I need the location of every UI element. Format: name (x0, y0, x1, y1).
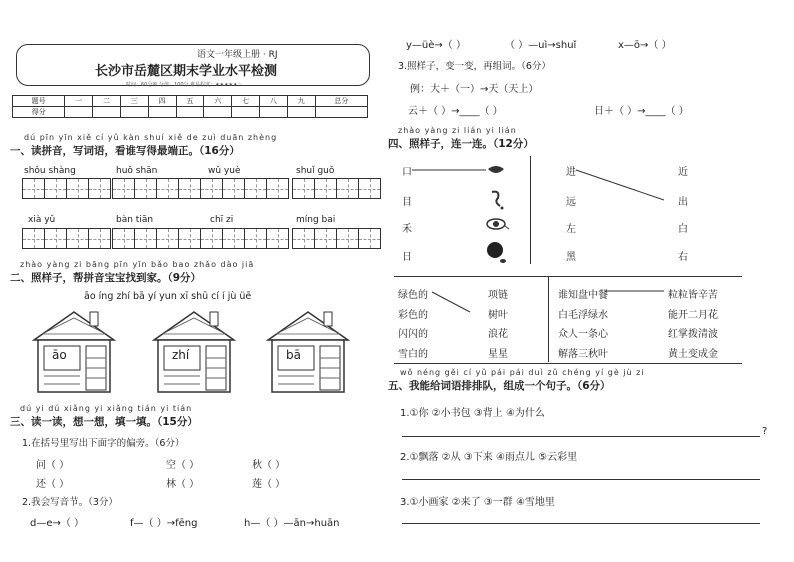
writing-grid[interactable] (200, 178, 289, 199)
answer-line[interactable] (402, 479, 760, 480)
radical-item[interactable]: 秋（ ） (252, 460, 286, 471)
score-table (12, 95, 368, 118)
syllable-item[interactable]: f—（ ）→fēng (130, 518, 198, 529)
word-pinyin: wǔ yuè (208, 166, 241, 176)
radical-left: 禾 (402, 224, 412, 235)
noun-item: 星星 (488, 349, 508, 360)
score-cell[interactable] (176, 107, 204, 118)
poem-first-line: 谁知盘中餐 (558, 290, 608, 301)
score-cell[interactable] (93, 107, 121, 118)
adj-item: 彩色的 (398, 310, 428, 321)
score-header: 一 (65, 96, 93, 107)
house-label: zhí (172, 348, 190, 362)
writing-grid[interactable] (22, 178, 111, 199)
poem-second-line: 黄土变成金 (668, 349, 718, 360)
word-mid: 左 (566, 224, 576, 235)
section4-pinyin: zhào yàng zi lián yi lián (398, 126, 517, 135)
poem-second-line: 粒粒皆辛苦 (668, 290, 718, 301)
syllable-item[interactable]: h—（ ）—ān→huān (244, 518, 340, 529)
word-right: 近 (678, 167, 688, 178)
radical-left: 目 (402, 197, 412, 208)
section1-title: 一、读拼音，写词语，看谁写得最端正。（16分） (10, 145, 240, 157)
radical-item[interactable]: 问（ ） (36, 460, 70, 471)
sentence-words: 2.①飘落 ②从 ③下来 ④雨点儿 ⑤云彩里 (400, 452, 578, 463)
writing-grid[interactable] (200, 228, 289, 249)
radical-left: 日 (402, 252, 412, 263)
q3-item[interactable]: 日＋（ ）→____（ ） (594, 106, 689, 117)
score-header: 三 (120, 96, 148, 107)
house-icon (150, 306, 238, 394)
q3-item[interactable]: 云＋（ ）→____（ ） (408, 106, 503, 117)
mouth-pictograph-icon (486, 165, 506, 177)
word-pinyin: shǒu shàng (24, 166, 76, 176)
noun-item: 浪花 (488, 329, 508, 340)
eye-pictograph-icon (488, 188, 506, 210)
score-row-label: 得分 (13, 107, 65, 118)
matching-box-divider (548, 276, 549, 362)
q1-label: 1.在括号里写出下面字的偏旁。（6分） (22, 438, 185, 449)
score-cell[interactable] (315, 107, 367, 118)
sentence-words: 3.①小画家 ②来了 ③一群 ④雪地里 (400, 497, 555, 508)
poem-first-line: 解落三秋叶 (558, 349, 608, 360)
q3-label: 3.照样子，变一变，再组词。（6分） (398, 61, 551, 72)
house-label: bā (286, 348, 301, 362)
poem-second-line: 能开二月花 (668, 310, 718, 321)
poem-second-line: 红掌拨清波 (668, 329, 718, 340)
section3-pinyin: dú yi dú xiǎng yi xiǎng tián yi tián (20, 404, 193, 413)
score-header: 四 (148, 96, 176, 107)
grain-pictograph-icon (486, 217, 510, 231)
score-cell[interactable] (148, 107, 176, 118)
score-cell[interactable] (65, 107, 93, 118)
house-label: āo (52, 348, 67, 362)
section4-title: 四、照样子，连一连。（12分） (388, 138, 534, 150)
section5-title: 五、我能给词语排排队，组成一个句子。（6分） (388, 380, 611, 392)
adj-item: 闪闪的 (398, 329, 428, 340)
word-pinyin: míng bai (296, 215, 336, 225)
syllable-item[interactable]: y—üè→（ ） (406, 40, 466, 51)
writing-grid[interactable] (112, 228, 201, 249)
word-right: 出 (678, 197, 688, 208)
score-cell[interactable] (120, 107, 148, 118)
answer-line[interactable] (402, 523, 760, 524)
radical-item[interactable]: 莲（ ） (252, 479, 286, 490)
pinyin-house (264, 306, 352, 394)
score-cell[interactable] (260, 107, 288, 118)
word-pinyin: shuǐ guǒ (296, 166, 335, 176)
syllable-item[interactable]: （ ）—uì→shuǐ (505, 40, 577, 51)
poem-first-line: 白毛浮绿水 (558, 310, 608, 321)
section2-pinyin: zhào yàng zi bāng pīn yīn bǎo bao zhǎo dào jiā (20, 260, 255, 269)
q2-label: 2.我会写音节。（3分） (22, 497, 118, 508)
word-mid: 进 (566, 167, 576, 178)
writing-grid[interactable] (292, 178, 381, 199)
grade-subtitle: 语文一年级上册 · RJ (197, 50, 278, 60)
radical-item[interactable]: 空（ ） (166, 460, 200, 471)
word-mid: 黑 (566, 252, 576, 263)
radical-item[interactable]: 林（ ） (166, 479, 200, 490)
adj-item: 绿色的 (398, 290, 428, 301)
house-icon (264, 306, 352, 394)
word-mid: 远 (566, 197, 576, 208)
section2-title: 二、照样子，帮拼音宝宝找到家。（9分） (10, 272, 202, 284)
score-header: 题号 (13, 96, 65, 107)
score-cell[interactable] (232, 107, 260, 118)
matching-divider (530, 156, 531, 264)
word-pinyin: xià yǔ (28, 215, 56, 225)
pinyin-house (30, 306, 118, 394)
question-mark: ? (762, 426, 768, 437)
word-right: 右 (678, 252, 688, 263)
noun-item: 项链 (488, 290, 508, 301)
radical-left: 口 (402, 167, 412, 178)
word-pinyin: bàn tiān (116, 215, 154, 225)
section3-title: 三、读一读，想一想，填一填。（15分） (10, 416, 198, 428)
pinyin-house (150, 306, 238, 394)
exam-meta: 时间：60分钟 分值：100分 难易程度：★★★★★☆ (126, 82, 242, 88)
noun-item: 树叶 (488, 310, 508, 321)
writing-grid[interactable] (112, 178, 201, 199)
section5-pinyin: wǒ néng gěi cí yǔ pái pái duì zǔ chéng yí gè jù zi (400, 368, 645, 377)
section1-pinyin: dú pīn yīn xiě cí yǔ kàn shuí xiě de zuì duān zhèng (24, 133, 278, 142)
score-header: 八 (260, 96, 288, 107)
writing-grid[interactable] (292, 228, 381, 249)
syllable-item[interactable]: x—ō→（ ） (618, 40, 672, 51)
sun-pictograph-icon (486, 240, 508, 264)
page-title: 长沙市岳麓区期末学业水平检测 (95, 64, 278, 79)
score-header: 九 (287, 96, 315, 107)
score-header: 六 (204, 96, 232, 107)
score-header: 二 (93, 96, 121, 107)
syllable-item[interactable]: d—e→（ ） (30, 518, 85, 529)
word-right: 白 (678, 224, 688, 235)
score-header: 五 (176, 96, 204, 107)
house-icon (30, 306, 118, 394)
word-pinyin: huǒ shān (116, 166, 158, 176)
score-cell[interactable] (287, 107, 315, 118)
q3-example: 例：大＋（一）→天（天上） (410, 84, 539, 95)
writing-grid[interactable] (22, 228, 111, 249)
syllable-list: āo íng zhí bā yí yun xī shū cí í jù üē (84, 291, 252, 302)
answer-line[interactable] (402, 436, 760, 437)
adj-item: 雪白的 (398, 349, 428, 360)
poem-first-line: 众人一条心 (558, 329, 608, 340)
word-pinyin: chī zi (210, 215, 234, 225)
score-cell[interactable] (204, 107, 232, 118)
sentence-words: 1.①你 ②小书包 ③背上 ④为什么 (400, 408, 545, 419)
score-header: 七 (232, 96, 260, 107)
score-header: 总分 (315, 96, 367, 107)
radical-item[interactable]: 还（ ） (36, 479, 70, 490)
